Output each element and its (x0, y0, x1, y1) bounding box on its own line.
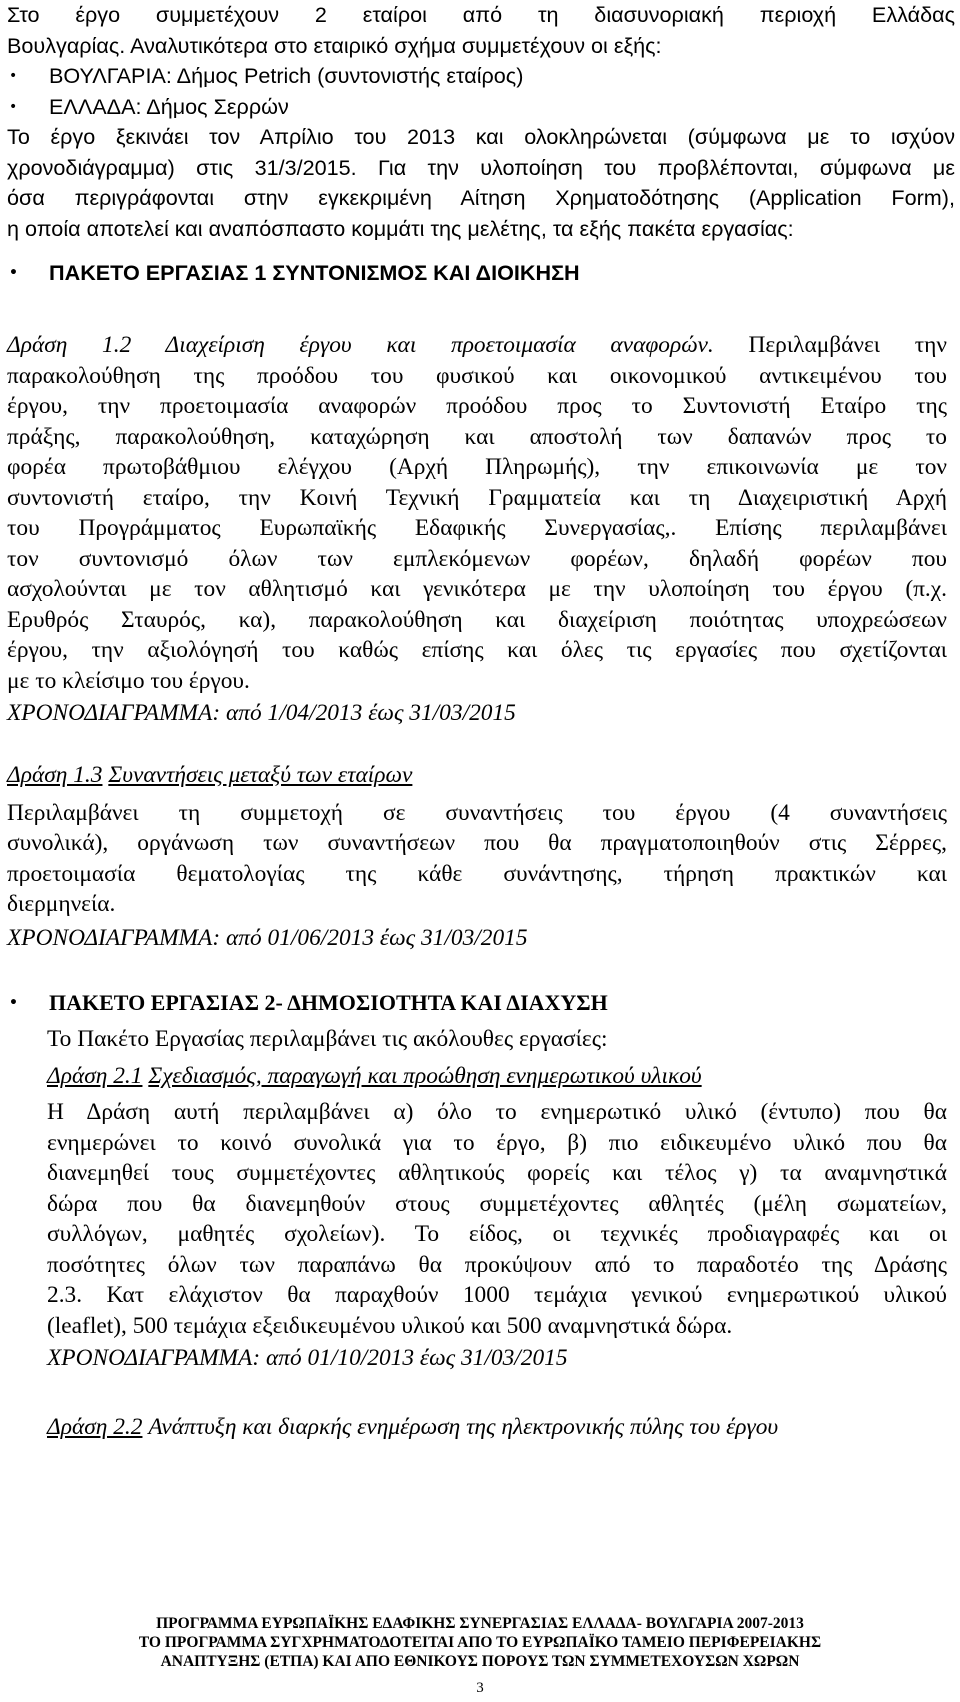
text-line: διανεμηθεί τους συμμετέχοντες αθλητικούς φορείς και τέλος γ) τα αναμνηστικά (47, 1160, 947, 1186)
wp1-heading: • ΠΑΚΕΤΟ ΕΡΓΑΣΙΑΣ 1 ΣΥΝΤΟΝΙΣΜΟΣ ΚΑΙ ΔΙΟΙΚΗΣΗ (9, 258, 949, 289)
text-line: του Προγράμματος Ευρωπαϊκής Εδαφικής Συνεργασίας,. Επίσης περιλαμβάνει (7, 515, 947, 541)
page-footer (0, 1614, 960, 1671)
footer-line: ΑΝΑΠΤΥΞΗΣ (ΕΤΠΑ) ΚΑΙ ΑΠΟ ΕΘΝΙΚΟΥΣ ΠΟΡΟΥΣ ΤΩΝ ΣΥΜΜΕΤΕΧΟΥΣΩΝ ΧΩΡΩΝ (160, 1653, 800, 1670)
page-number: 3 (476, 1680, 484, 1696)
intro-line: χρονοδιάγραμμα) στις 31/3/2015. Για την υλοποίηση του προβλέπονται, σύμφωνα με (7, 154, 955, 180)
action-1-2-schedule: ΧΡΟΝΟΔΙΑΓΡΑΜΜΑ: από 1/04/2013 έως 31/03/2015 (7, 700, 516, 726)
intro-section (7, 0, 955, 244)
text-line: φορέα πρωτοβάθμιου ελέγχου (Αρχή Πληρωμής), την επικοινωνία με τον (7, 454, 947, 480)
intro-line: όσα περιγράφονται στην εγκεκριμένη Αίτηση Χρηματοδότησης (Application Form), (7, 185, 955, 210)
text-line: 2.3. Κατ ελάχιστον θα παραχθούν 1000 τεμάχια γενικού ενημερωτικού υλικού (47, 1282, 947, 1308)
action-1-2-first-line: Δράση 1.2 Διαχείριση έργου και προετοιμασία αναφορών. Περιλαμβάνει την (7, 332, 947, 358)
action-2-1-schedule: ΧΡΟΝΟΔΙΑΓΡΑΜΜΑ: από 01/10/2013 έως 31/03/2015 (47, 1345, 568, 1371)
text-line: ποσότητες όλων των παραπάνω θα προκύψουν από το παραδοτέο της Δράσης (47, 1251, 947, 1278)
text-line: πράξης, παρακολούθηση, καταχώρηση και αποστολή των δαπανών προς το (7, 423, 947, 450)
action-1-3-schedule: ΧΡΟΝΟΔΙΑΓΡΑΜΜΑ: από 01/06/2013 έως 31/03/2015 (7, 924, 528, 951)
text-line: ασχολούνται με τον αθλητισμό και γενικότερα με την υλοποίηση του έργου (π.χ. (7, 576, 947, 602)
footer-line: ΠΡΟΓΡΑΜΜΑ ΕΥΡΩΠΑΪΚΗΣ ΕΔΑΦΙΚΗΣ ΣΥΝΕΡΓΑΣΙΑΣ ΕΛΛΑΔΑ- ΒΟΥΛΓΑΡΙΑ 2007-2013 (156, 1615, 804, 1632)
intro-line: Το έργο ξεκινάει τον Απρίλιο του 2013 και ολοκληρώνεται (σύμφωνα με το ισχύον (7, 124, 955, 149)
intro-line: Στο έργο συμμετέχουν 2 εταίροι από τη διασυνοριακή περιοχή Ελλάδας (7, 2, 955, 27)
text-line: έργου, την αξιολόγησή του καθώς επίσης και όλες τις εργασίες που σχετίζονται (7, 637, 947, 663)
partner-bulgaria: • ΒΟΥΛΓΑΡΙΑ: Δήμος Petrich (συντονιστής εταίρος) (9, 61, 955, 92)
text-line: συντονιστή εταίρο, την Κοινή Τεχνική Γραμματεία και τη Διαχειριστική Αρχή (7, 484, 947, 511)
text-line: διερμηνεία. (7, 891, 116, 917)
intro-line: η οποία αποτελεί και αναπόσπαστο κομμάτι της μελέτης, τα εξής πακέτα εργασίας: (7, 215, 794, 241)
action-1-3 (7, 760, 947, 953)
intro-line: Βουλγαρίας. Αναλυτικότερα στο εταιρικό σχήμα συμμετέχουν οι εξής: (7, 32, 662, 58)
action-2-2-heading: Δράση 2.2 Ανάπτυξη και διαρκής ενημέρωση της ηλεκτρονικής πύλης του έργου (47, 1413, 779, 1440)
action-1-3-title: Συναντήσεις μεταξύ των εταίρων (108, 762, 413, 788)
text-line: Περιλαμβάνει τη συμμετοχή σε συναντήσεις του έργου (4 συναντήσεις (7, 799, 947, 826)
wp2-intro: Το Πακέτο Εργασίας περιλαμβάνει τις ακόλουθες εργασίες: (47, 1026, 608, 1052)
text-line: συνολικά), οργάνωση των συναντήσεων που θα πραγματοποιηθούν στις Σέρρες, (7, 830, 947, 856)
action-1-2 (7, 330, 947, 729)
text-line: τον συντονισμό όλων των εμπλεκόμενων φορέων, δηλαδή φορέων που (7, 545, 947, 572)
action-1-2-title: Δράση 1.2 Διαχείριση έργου και προετοιμασία αναφορών. (7, 332, 714, 358)
text-line: ενημερώνει το κοινό συνολικά για το έργο, β) πιο ειδικευμένο υλικό που θα (47, 1129, 947, 1156)
text-line: Η Δράση αυτή περιλαμβάνει α) όλο το ενημερωτικό υλικό (έντυπο) που θα (47, 1099, 947, 1125)
text-line: προετοιμασία θεματολογίας της κάθε συνάντησης, τήρηση πρακτικών και (7, 860, 947, 887)
wp2-heading: • ΠΑΚΕΤΟ ΕΡΓΑΣΙΑΣ 2- ΔΗΜΟΣΙΟΤΗΤΑ ΚΑΙ ΔΙΑΧΥΣΗ (9, 988, 949, 1018)
text-line: συλλόγων, μαθητές σχολείων). Το είδος, οι τεχνικές προδιαγραφές και οι (47, 1221, 947, 1247)
action-1-3-heading: Δράση 1.3 Συναντήσεις μεταξύ των εταίρων (7, 762, 413, 788)
text-line: με το κλείσιμο του έργου. (7, 667, 250, 694)
wp2-section (7, 1024, 947, 1442)
footer-line: ΤΟ ΠΡΟΓΡΑΜΜΑ ΣΥΓΧΡΗΜΑΤΟΔΟΤΕΙΤΑΙ ΑΠΟ ΤΟ ΕΥΡΩΠΑΪΚΟ ΤΑΜΕΙΟ ΠΕΡΙΦΕΡΕΙΑΚΗΣ (138, 1634, 822, 1651)
action-2-1-title: Σχεδιασμός, παραγωγή και προώθηση ενημερωτικού υλικού (148, 1062, 702, 1089)
text-line: παρακολούθηση της προόδου του φυσικού και οικονομικού αντικειμένου του (7, 362, 947, 389)
text-line: έργου, την προετοιμασία αναφορών προόδου προς το Συντονιστή Εταίρο της (7, 393, 947, 419)
text-line: (leaflet), 500 τεμάχια εξειδικευμένου υλικού και 500 αναμνηστικά δώρα. (47, 1312, 733, 1339)
text-line: δώρα που θα διανεμηθούν στους συμμετέχοντες αθλητές (μέλη σωματείων, (47, 1190, 947, 1217)
action-2-2-title: Ανάπτυξη και διαρκής ενημέρωση της ηλεκτρονικής πύλης του έργου (148, 1413, 779, 1440)
text-line: Ερυθρός Σταυρός, κα), παρακολούθηση και διαχείριση ποιότητας υποχρεώσεων (7, 606, 947, 633)
partner-greece: • ΕΛΛΑΔΑ: Δήμος Σερρών (9, 92, 955, 123)
action-2-1-heading: Δράση 2.1 Σχεδιασμός, παραγωγή και προώθηση ενημερωτικού υλικού (47, 1062, 702, 1089)
